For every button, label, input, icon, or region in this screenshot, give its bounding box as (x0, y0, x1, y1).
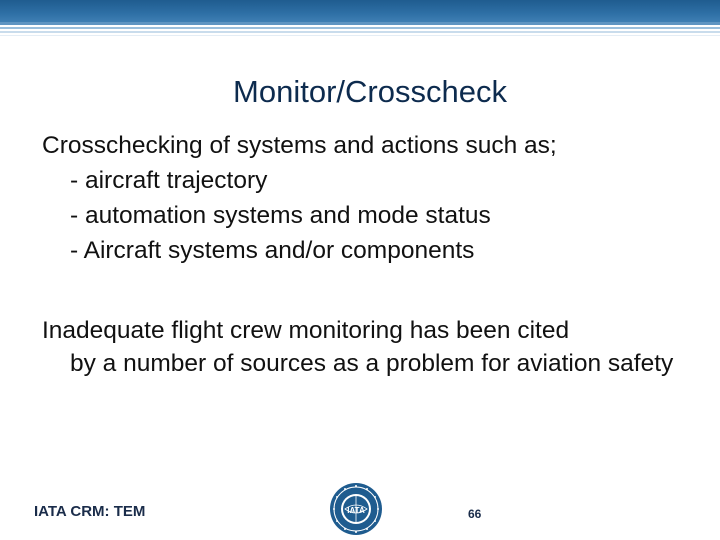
paragraph-line: Inadequate flight crew monitoring has been cited (42, 317, 570, 344)
body-paragraph (42, 314, 702, 380)
iata-seal-icon (326, 481, 386, 537)
seal-text: IATA (347, 506, 365, 515)
paragraph-line: by a number of sources as a problem for aviation safety (70, 350, 674, 377)
list-item: - Aircraft systems and/or components (70, 237, 475, 264)
list-item: - aircraft trajectory (70, 167, 268, 194)
slide-title: Monitor/Crosscheck (233, 74, 507, 109)
list-item: - automation systems and mode status (70, 202, 491, 229)
header-stripe (0, 27, 720, 29)
header-stripe (0, 22, 720, 25)
header-stripe (0, 31, 720, 33)
page-number: 66 (468, 507, 482, 521)
header-stripe (0, 35, 720, 36)
bullet-list (70, 163, 491, 268)
intro-text: Crosschecking of systems and actions such as; (42, 132, 557, 159)
footer-label: IATA CRM: TEM (34, 503, 146, 520)
header-band (0, 0, 720, 22)
